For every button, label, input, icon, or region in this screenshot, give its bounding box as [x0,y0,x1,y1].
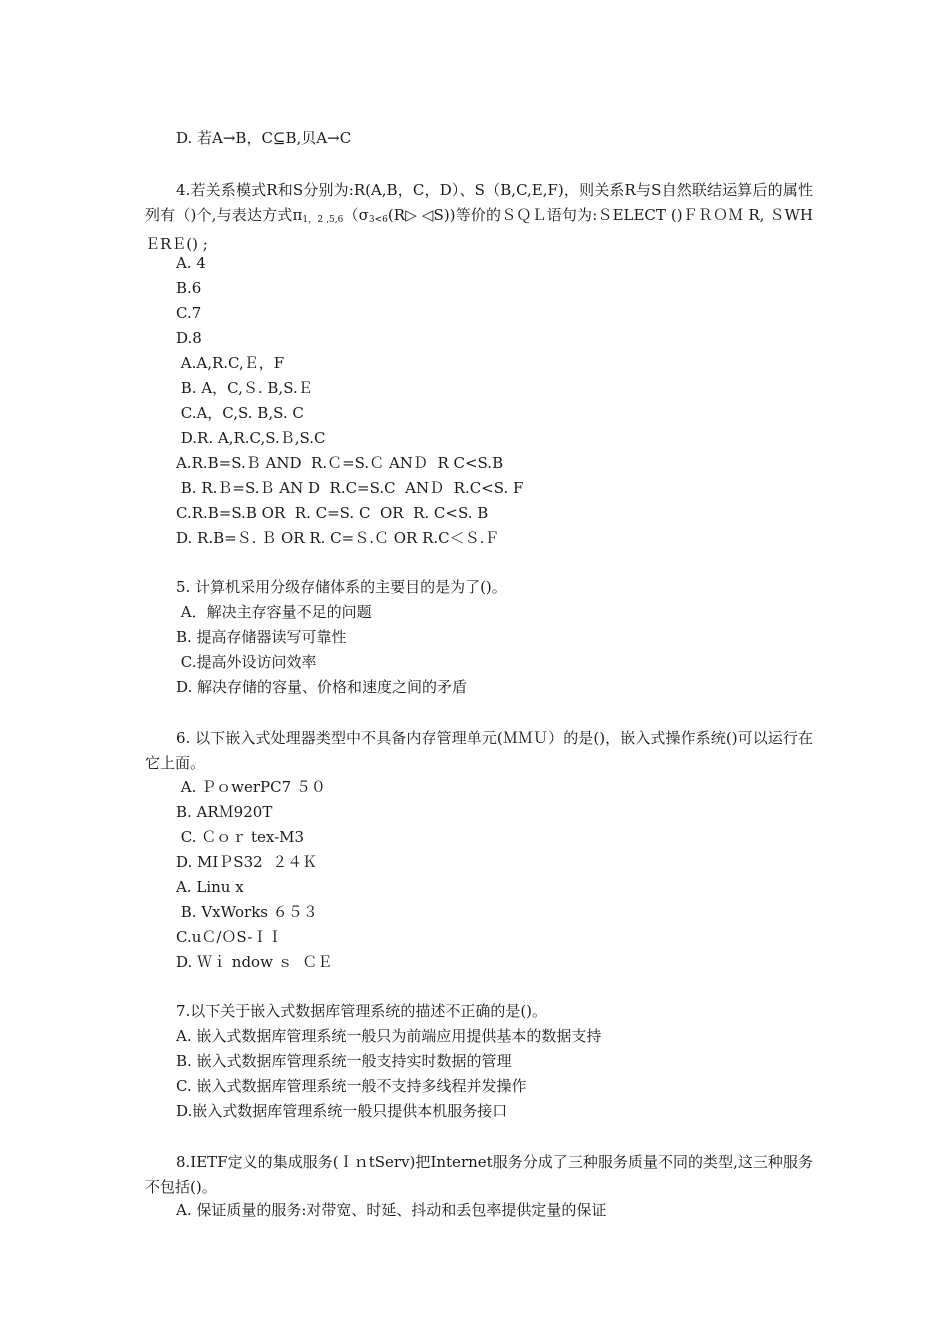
q5-option: D. 解决存储的容量、价格和速度之间的矛盾 [176,678,468,696]
q5-option: A．解决主存容量不足的问题 [176,603,372,621]
q4-option: C.7 [176,304,202,322]
q7-option: A. 嵌入式数据库管理系统一般只为前端应用提供基本的数据支持 [176,1027,602,1045]
q7-option: C. 嵌入式数据库管理系统一般不支持多线程并发操作 [176,1077,527,1095]
q4-option: A.R.B=S.Ｂ AND R.Ｃ=S.Ｃ ANＤ R C<S.B [176,454,504,472]
q6-option: D. MIＰS32 ２４Ｋ [176,853,318,871]
q4-option: C.A，C,S. B,S. C [176,404,304,422]
q4-stem [145,178,813,257]
q6-option: A. Linu x [176,878,244,896]
q7-stem: 7.以下关于嵌入式数据库管理系统的描述不正确的是()。 [176,1002,548,1020]
q4-stem-part1: 4.若关系模式R和S分别为:R(A,B，C，D）、S（B,C,E,F)，则关系R与S自然联结运算后的属性列有（)个,与表达方式π [145,181,813,224]
q5-option: B. 提高存储器读写可靠性 [176,628,347,646]
q4-stem-part3: (R▷ ◁S))等价的ＳＱＬ语句为:ＳELECT ()ＦＲＯＭ R, ＳWHＥRＥ() ; [145,205,813,253]
q6-option: C. Ｃｏｒ tex-M3 [176,828,305,846]
q4-option: D.R. A,R.C,S.Ｂ,S.C [176,429,326,447]
q5-option: C.提高外设访问效率 [176,653,317,671]
q6-option: B. VxWorks ６５３ [176,903,318,921]
q3-option-d: D. 若A→B，C⊆B,贝A→C [176,129,352,147]
q4-option: A.A,R.C,Ｅ，F [176,354,285,372]
q4-option: B. R.Ｂ=S.Ｂ AN D R.C=S.C ANＤ R.C<S. F [176,479,524,497]
q4-option: B. A，C,Ｓ. B,S.Ｅ [176,379,313,397]
q4-stem-part2: （σ [343,205,369,224]
q4-option: D.8 [176,329,202,347]
q7-option: D.嵌入式数据库管理系统一般只提供本机服务接口 [176,1102,508,1120]
q6-option: C.uＣ/ＯS-ＩＩ [176,928,283,946]
q4-option: C.R.B=S.B OR R. C=S. C OR R. C<S. B [176,504,489,522]
q7-option: B. 嵌入式数据库管理系统一般支持实时数据的管理 [176,1052,512,1070]
q6-option: A. ＰｏwerPC7 ５０ [176,778,326,796]
q4-pi-subscript: 1，2 ,5,6 [302,214,344,225]
q4-option: B.6 [176,279,202,297]
q6-option: B. ARＭ920T [176,803,273,821]
q4-option: D. R.B=Ｓ. Ｂ OR R. C=Ｓ.Ｃ OR R.C＜Ｓ.Ｆ [176,529,500,547]
q4-sigma-subscript: 3<6 [368,214,388,225]
q5-stem: 5. 计算机采用分级存储体系的主要目的是为了()。 [176,578,507,596]
q8-option: A. 保证质量的服务:对带宽、时延、抖动和丢包率提供定量的保证 [176,1201,607,1219]
q6-option: D. Ｗｉ ndow ｓ ＣＥ [176,953,333,971]
q4-option: A. 4 [176,254,206,272]
q6-stem: 6. 以下嵌入式处理器类型中不具备内存管理单元(ＭＭＵ）的是()，嵌入式操作系统()可以运行在它上面。 [145,729,813,772]
q8-stem: 8.IETF定义的集成服务(ＩｎtServ)把Internet服务分成了三种服务质量不同的类型,这三种服务不包括()。 [145,1153,813,1196]
